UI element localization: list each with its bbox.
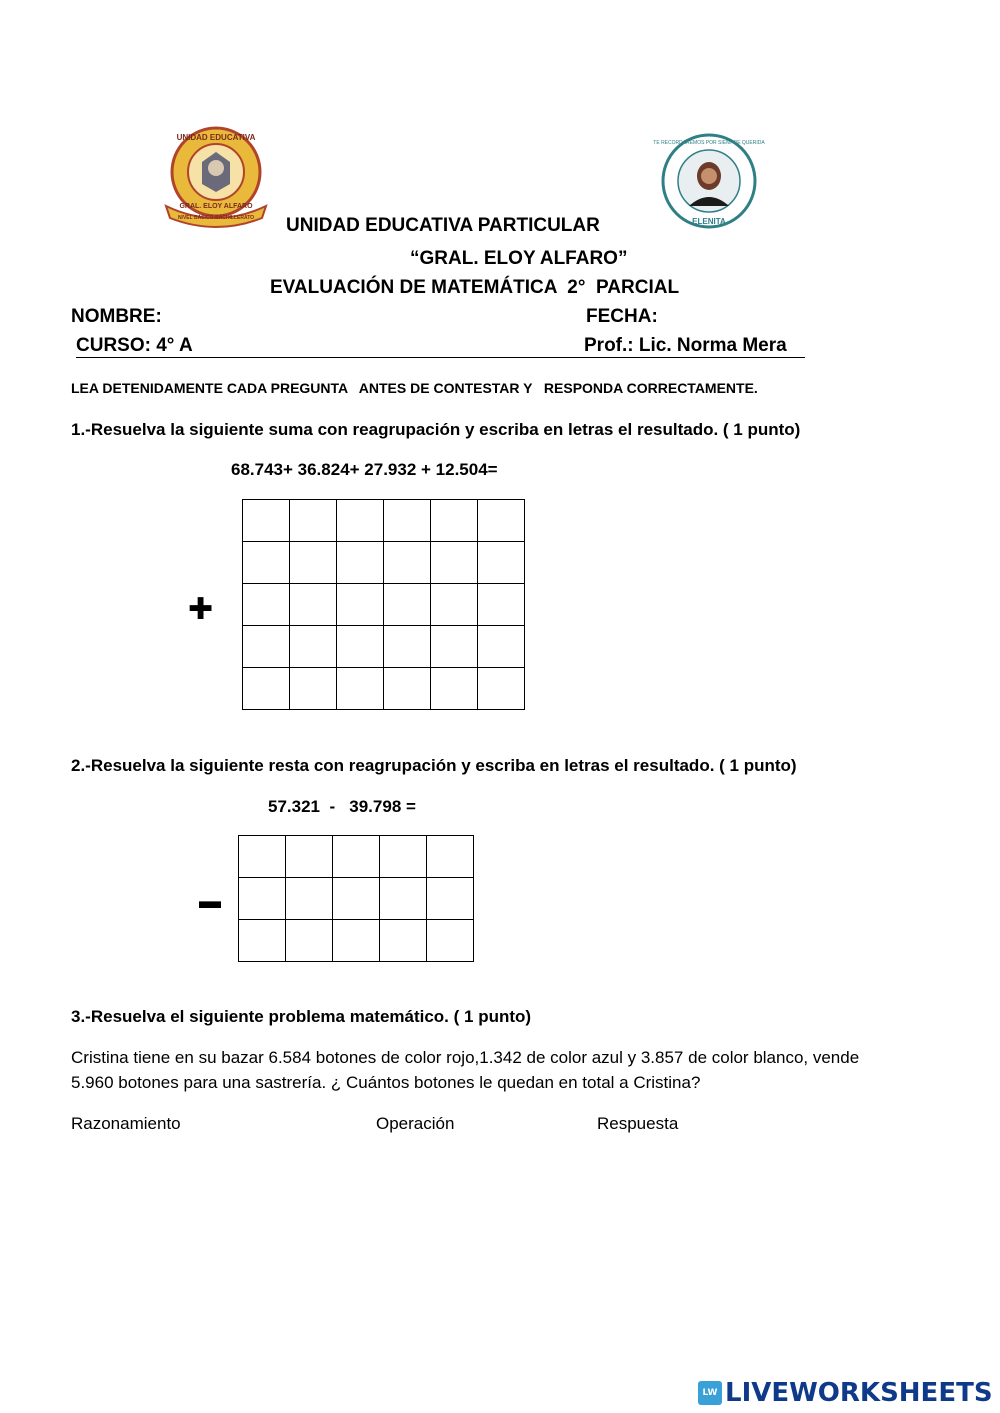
grid-cell[interactable] bbox=[333, 878, 379, 919]
grid-cell[interactable] bbox=[337, 626, 383, 667]
grid-cell[interactable] bbox=[478, 668, 524, 709]
grid-cell[interactable] bbox=[478, 500, 524, 541]
instructions: LEA DETENIDAMENTE CADA PREGUNTA ANTES DE CONTESTAR Y RESPONDA CORRECTAMENTE. bbox=[71, 380, 758, 396]
grid-cell[interactable] bbox=[380, 920, 426, 961]
grid-cell[interactable] bbox=[286, 878, 332, 919]
grid-cell[interactable] bbox=[384, 584, 430, 625]
plus-icon: ✚ bbox=[188, 593, 214, 626]
course-label: CURSO: 4° A bbox=[76, 335, 193, 356]
grid-cell[interactable] bbox=[380, 878, 426, 919]
answer-input[interactable] bbox=[597, 1145, 921, 1299]
q1-expression: 68.743+ 36.824+ 27.932 + 12.504= bbox=[231, 460, 498, 479]
subtraction-grid bbox=[238, 835, 474, 962]
reasoning-label: Razonamiento bbox=[71, 1114, 181, 1133]
reasoning-input[interactable] bbox=[71, 1145, 355, 1299]
grid-row bbox=[239, 920, 474, 962]
grid-cell[interactable] bbox=[478, 542, 524, 583]
exam-title: EVALUACIÓN DE MATEMÁTICA 2° PARCIAL bbox=[270, 277, 680, 298]
q2-prompt: 2.-Resuelva la siguiente resta con reagrupación y escriba en letras el resultado. ( 1 punto) bbox=[71, 756, 797, 775]
q3-prompt: 3.-Resuelva el siguiente problema matemático. ( 1 punto) bbox=[71, 1007, 532, 1026]
grid-cell[interactable] bbox=[431, 584, 477, 625]
q3-problem-line1: Cristina tiene en su bazar 6.584 botones de color rojo,1.342 de color azul y 3.857 de color blanco, vende bbox=[71, 1048, 860, 1067]
memorial-seal bbox=[653, 132, 765, 230]
grid-row bbox=[239, 878, 474, 920]
name-label: NOMBRE: bbox=[71, 306, 162, 327]
grid-cell[interactable] bbox=[427, 878, 473, 919]
grid-row bbox=[239, 836, 474, 878]
grid-cell[interactable] bbox=[243, 500, 289, 541]
grid-cell[interactable] bbox=[333, 836, 379, 877]
grid-cell[interactable] bbox=[380, 836, 426, 877]
brand-text: LIVEWORKSHEETS bbox=[725, 1378, 993, 1408]
name-input[interactable] bbox=[172, 306, 576, 332]
logo-text-top: UNIDAD EDUCATIVA bbox=[176, 133, 256, 142]
grid-cell[interactable] bbox=[384, 542, 430, 583]
answer-label: Respuesta bbox=[597, 1114, 679, 1133]
grid-cell[interactable] bbox=[337, 668, 383, 709]
grid-cell[interactable] bbox=[243, 584, 289, 625]
liveworksheets-logo bbox=[698, 1378, 993, 1408]
grid-cell[interactable] bbox=[333, 920, 379, 961]
grid-cell[interactable] bbox=[290, 500, 336, 541]
grid-cell[interactable] bbox=[427, 920, 473, 961]
grid-cell[interactable] bbox=[243, 626, 289, 667]
teacher-label: Prof.: Lic. Norma Mera bbox=[584, 335, 787, 356]
brand-badge: LW bbox=[698, 1381, 722, 1405]
logo-text-bottom: GRAL. ELOY ALFARO bbox=[179, 203, 253, 210]
grid-cell[interactable] bbox=[239, 920, 285, 961]
grid-cell[interactable] bbox=[286, 920, 332, 961]
addition-grid bbox=[242, 499, 525, 710]
grid-cell[interactable] bbox=[239, 836, 285, 877]
grid-cell[interactable] bbox=[478, 584, 524, 625]
grid-cell[interactable] bbox=[431, 626, 477, 667]
grid-row bbox=[243, 500, 525, 542]
grid-cell[interactable] bbox=[384, 668, 430, 709]
grid-row bbox=[243, 668, 525, 710]
q1-prompt: 1.-Resuelva la siguiente suma con reagrupación y escriba en letras el resultado. ( 1 punto) bbox=[71, 420, 801, 439]
grid-cell[interactable] bbox=[239, 878, 285, 919]
grid-cell[interactable] bbox=[337, 584, 383, 625]
grid-cell[interactable] bbox=[337, 500, 383, 541]
operation-input[interactable] bbox=[376, 1145, 580, 1299]
school-name: UNIDAD EDUCATIVA PARTICULAR bbox=[286, 215, 600, 236]
school-name-quoted: “GRAL. ELOY ALFARO” bbox=[410, 248, 628, 269]
grid-cell[interactable] bbox=[286, 836, 332, 877]
date-label: FECHA: bbox=[586, 306, 658, 327]
seal-text-top: TE RECORDAREMOS POR SIEMPRE QUERIDA bbox=[653, 140, 765, 146]
grid-cell[interactable] bbox=[384, 626, 430, 667]
minus-icon: ▬ bbox=[199, 888, 221, 913]
grid-row bbox=[243, 626, 525, 668]
grid-cell[interactable] bbox=[431, 668, 477, 709]
grid-cell[interactable] bbox=[427, 836, 473, 877]
grid-cell[interactable] bbox=[431, 500, 477, 541]
grid-cell[interactable] bbox=[290, 668, 336, 709]
grid-cell[interactable] bbox=[243, 668, 289, 709]
q2-expression: 57.321 - 39.798 = bbox=[268, 797, 416, 816]
grid-cell[interactable] bbox=[337, 542, 383, 583]
seal-text-bottom: ELENITA bbox=[692, 217, 726, 226]
logo-ribbon-text: NIVEL BÁSICO-BACHILLERATO bbox=[177, 215, 255, 221]
operation-label: Operación bbox=[376, 1114, 455, 1133]
grid-cell[interactable] bbox=[290, 584, 336, 625]
grid-cell[interactable] bbox=[290, 626, 336, 667]
grid-cell[interactable] bbox=[243, 542, 289, 583]
q3-problem-line2: 5.960 botones para una sastrería. ¿ Cuántos botones le quedan en total a Cristina? bbox=[71, 1073, 701, 1092]
grid-row bbox=[243, 584, 525, 626]
date-input[interactable] bbox=[662, 306, 816, 332]
grid-cell[interactable] bbox=[478, 626, 524, 667]
grid-cell[interactable] bbox=[431, 542, 477, 583]
header-underline bbox=[76, 357, 805, 358]
grid-cell[interactable] bbox=[290, 542, 336, 583]
school-logo bbox=[158, 126, 274, 230]
grid-cell[interactable] bbox=[384, 500, 430, 541]
grid-row bbox=[243, 542, 525, 584]
